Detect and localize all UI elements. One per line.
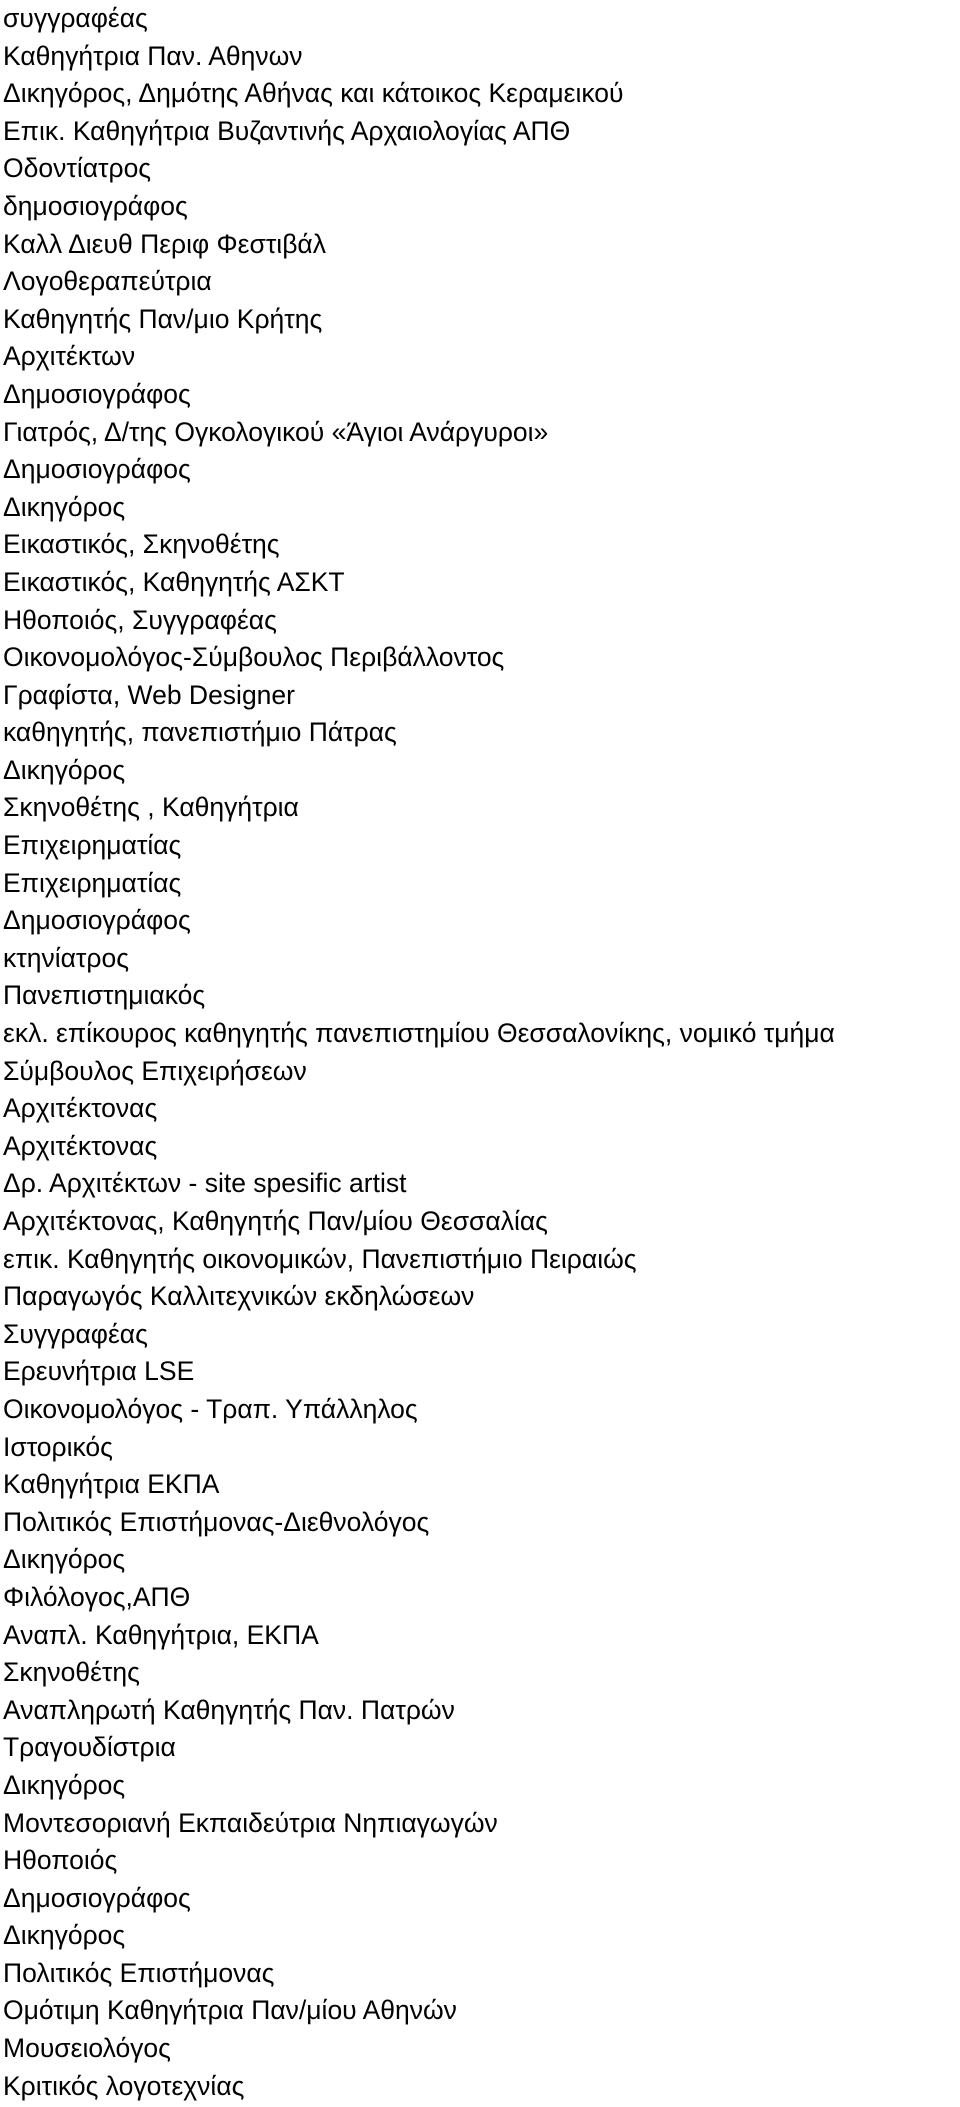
list-line: Καθηγήτρια ΕΚΠΑ <box>3 1469 220 1500</box>
list-line: Ηθοποιός, Συγγραφέας <box>3 604 277 635</box>
list-line: Πανεπιστημιακός <box>3 980 206 1011</box>
list-line: Δημοσιογράφος <box>3 905 191 936</box>
list-line: Δικηγόρος <box>3 1769 126 1800</box>
list-line: Σκηνοθέτης , Καθηγήτρια <box>3 792 299 823</box>
list-line: κτηνίατρος <box>3 942 129 973</box>
list-line: Ηθοποιός <box>3 1845 118 1876</box>
list-line: Δικηγόρος <box>3 754 126 785</box>
list-line: Σύμβουλος Επιχειρήσεων <box>3 1055 307 1086</box>
list-line: Γραφίστα, Web Designer <box>3 679 295 710</box>
list-line: Ερευνήτρια LSE <box>3 1356 195 1387</box>
list-line: Λογοθεραπεύτρια <box>3 266 212 297</box>
list-line: Επιχειρηματίας <box>3 830 182 861</box>
list-line: Αρχιτέκτονας, Καθηγητής Παν/μίου Θεσσαλίας <box>3 1206 548 1236</box>
list-line: Ιστορικός <box>3 1431 113 1462</box>
list-line: Εικαστικός, Σκηνοθέτης <box>3 529 280 560</box>
list-line: Αρχιτέκτων <box>3 341 136 372</box>
list-line: Αναπλ. Καθηγήτρια, ΕΚΠΑ <box>3 1619 319 1650</box>
list-line: Κριτικός λογοτεχνίας <box>3 2070 245 2101</box>
list-line: Δημοσιογράφος <box>3 454 191 485</box>
list-line: Οικονομολόγος-Σύμβουλος Περιβάλλοντος <box>3 642 505 673</box>
list-line: επικ. Καθηγητής οικονομικών, Πανεπιστήμιο Πειραιώς <box>3 1243 637 1274</box>
list-line: Ομότιμη Καθηγήτρια Παν/μίου Αθηνών <box>3 1995 457 2026</box>
list-line: Καθηγητής Παν/μιο Κρήτης <box>3 303 323 334</box>
list-line: Δημοσιογράφος <box>3 1882 191 1913</box>
list-line: Καλλ Διευθ Περιφ Φεστιβάλ <box>3 228 327 259</box>
list-line: Οδοντίατρος <box>3 153 152 184</box>
list-line: δημοσιογράφος <box>3 190 188 221</box>
list-line: Εικαστικός, Καθηγητής ΑΣΚΤ <box>3 566 345 597</box>
list-line: Αναπληρωτή Καθηγητής Παν. Πατρών <box>3 1694 455 1725</box>
list-line: Δικηγόρος <box>3 491 126 522</box>
list-line: Δικηγόρος <box>3 1920 126 1951</box>
list-line: Αρχιτέκτονας <box>3 1093 158 1124</box>
list-line: Μουσειολόγος <box>3 2033 171 2064</box>
list-line: Σκηνοθέτης <box>3 1657 140 1688</box>
list-line: Δημοσιογράφος <box>3 378 191 409</box>
list-line: Επιχειρηματίας <box>3 867 182 898</box>
list-line: Γιατρός, Δ/της Ογκολογικού «Άγιοι Ανάργυροι» <box>3 416 549 447</box>
list-line: Δικηγόρος <box>3 1544 126 1575</box>
list-line: Δικηγόρος, Δημότης Αθήνας και κάτοικος Κεραμεικού <box>3 78 624 109</box>
list-line: Συγγραφέας <box>3 1318 148 1349</box>
list-line: Επικ. Καθηγήτρια Βυζαντινής Αρχαιολογίας ΑΠΘ <box>3 115 571 146</box>
list-line: Μοντεσοριανή Εκπαιδεύτρια Νηπιαγωγών <box>3 1807 498 1838</box>
list-line: Πολιτικός Επιστήμονας <box>3 1957 275 1988</box>
list-line: συγγραφέας <box>3 3 148 33</box>
list-line: Παραγωγός Καλλιτεχνικών εκδηλώσεων <box>3 1281 475 1312</box>
list-line: Αρχιτέκτονας <box>3 1130 158 1161</box>
list-line: Δρ. Αρχιτέκτων - site spesific artist <box>3 1168 407 1199</box>
list-line: Φιλόλογος,ΑΠΘ <box>3 1581 191 1612</box>
list-line: εκλ. επίκουρος καθηγητής πανεπιστημίου Θεσσαλονίκης, νομικό τμήμα <box>3 1018 835 1049</box>
list-line: Τραγουδίστρια <box>3 1732 176 1763</box>
list-line: καθηγητής, πανεπιστήμιο Πάτρας <box>3 717 397 748</box>
list-line: Οικονομολόγος - Τραπ. Υπάλληλος <box>3 1393 418 1424</box>
list-line: Καθηγήτρια Παν. Αθηνων <box>3 40 303 71</box>
list-line: Πολιτικός Επιστήμονας-Διεθνολόγος <box>3 1506 430 1537</box>
